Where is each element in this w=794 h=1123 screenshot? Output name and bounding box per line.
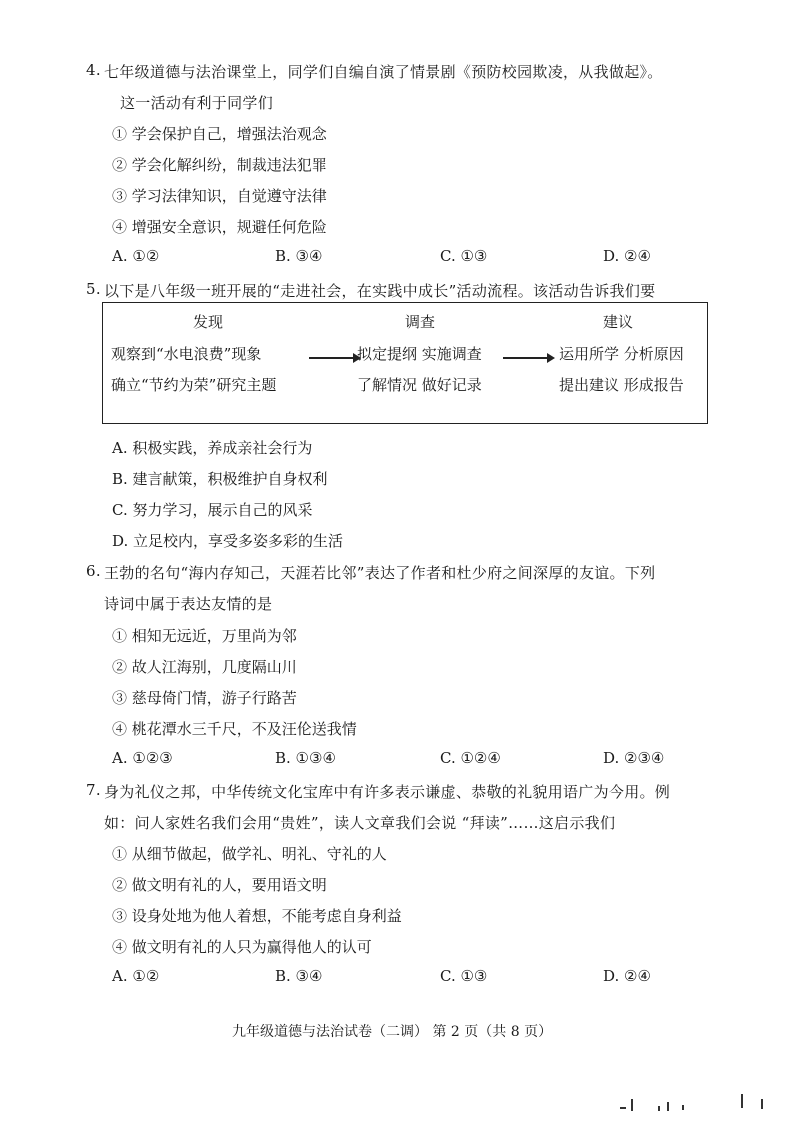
flow-step: 运用所学 分析原因 <box>559 345 684 363</box>
option-a: A. ①② <box>112 247 160 265</box>
option-b: B. ①③④ <box>275 749 336 767</box>
option-d: D. 立足校内，享受多姿多彩的生活 <box>112 532 344 550</box>
option-c: C. ①③ <box>440 247 488 265</box>
option-d: D. ②④ <box>603 967 651 985</box>
option-c: C. ①②④ <box>440 749 501 767</box>
statement: ② 学会化解纠纷，制裁违法犯罪 <box>112 156 327 174</box>
question-stem: 如：问人家姓名我们会用“贵姓”，读人文章我们会说 “拜读”……这启示我们 <box>104 814 616 832</box>
option-a: A. 积极实践，养成亲社会行为 <box>112 439 313 457</box>
option-b: B. 建言献策，积极维护自身权利 <box>112 470 328 488</box>
question-number: 5. <box>86 280 101 298</box>
option-c: C. 努力学习，展示自己的风采 <box>112 501 313 519</box>
question-stem: 以下是八年级一班开展的“走进社会，在实践中成长”活动流程。该活动告诉我们要 <box>104 282 656 300</box>
statement: ② 做文明有礼的人，要用语文明 <box>112 876 327 894</box>
statement: ① 从细节做起，做学礼、明礼、守礼的人 <box>112 845 387 863</box>
option-a: A. ①②③ <box>112 749 173 767</box>
statement: ① 学会保护自己，增强法治观念 <box>112 125 327 143</box>
flow-step: 确立“节约为荣”研究主题 <box>111 376 277 394</box>
arrow-right-icon <box>503 351 555 365</box>
flow-stage-title: 建议 <box>603 313 634 331</box>
activity-flow-box <box>102 302 708 424</box>
statement: ② 故人江海别，几度隔山川 <box>112 658 297 676</box>
statement: ① 相知无远近，万里尚为邻 <box>112 627 297 645</box>
question-stem: 诗词中属于表达友情的是 <box>104 595 273 613</box>
statement: ④ 桃花潭水三千尺，不及汪伦送我情 <box>112 720 357 738</box>
option-d: D. ②③④ <box>603 749 665 767</box>
flow-step: 提出建议 形成报告 <box>559 376 684 394</box>
statement: ③ 学习法律知识，自觉遵守法律 <box>112 187 327 205</box>
option-d: D. ②④ <box>603 247 651 265</box>
statement: ③ 慈母倚门情，游子行路苦 <box>112 689 297 707</box>
question-number: 6. <box>86 562 101 580</box>
option-a: A. ①② <box>112 967 160 985</box>
question-stem: 这一活动有利于同学们 <box>120 94 274 112</box>
flow-step: 了解情况 做好记录 <box>357 376 482 394</box>
flow-step: 拟定提纲 实施调查 <box>357 345 482 363</box>
flow-step: 观察到“水电浪费”现象 <box>111 345 262 363</box>
question-stem: 七年级道德与法治课堂上，同学们自编自演了情景剧《预防校园欺凌，从我做起》。 <box>104 63 663 81</box>
statement: ④ 增强安全意识，规避任何危险 <box>112 218 327 236</box>
option-c: C. ①③ <box>440 967 488 985</box>
option-b: B. ③④ <box>275 247 323 265</box>
arrow-right-icon <box>309 351 361 365</box>
question-number: 7. <box>86 781 101 799</box>
statement: ③ 设身处地为他人着想，不能考虑自身利益 <box>112 907 402 925</box>
question-stem: 身为礼仪之邦，中华传统文化宝库中有许多表示谦虚、恭敬的礼貌用语广为今用。例 <box>104 783 671 801</box>
statement: ④ 做文明有礼的人只为赢得他人的认可 <box>112 938 372 956</box>
question-number: 4. <box>86 61 101 79</box>
flow-stage-title: 调查 <box>405 313 436 331</box>
flow-stage-title: 发现 <box>193 313 224 331</box>
question-stem: 王勃的名句“海内存知己，天涯若比邻”表达了作者和杜少府之间深厚的友谊。下列 <box>104 564 656 582</box>
option-b: B. ③④ <box>275 967 323 985</box>
page-footer: 九年级道德与法治试卷（二调） 第 2 页（共 8 页） <box>232 1024 553 1040</box>
